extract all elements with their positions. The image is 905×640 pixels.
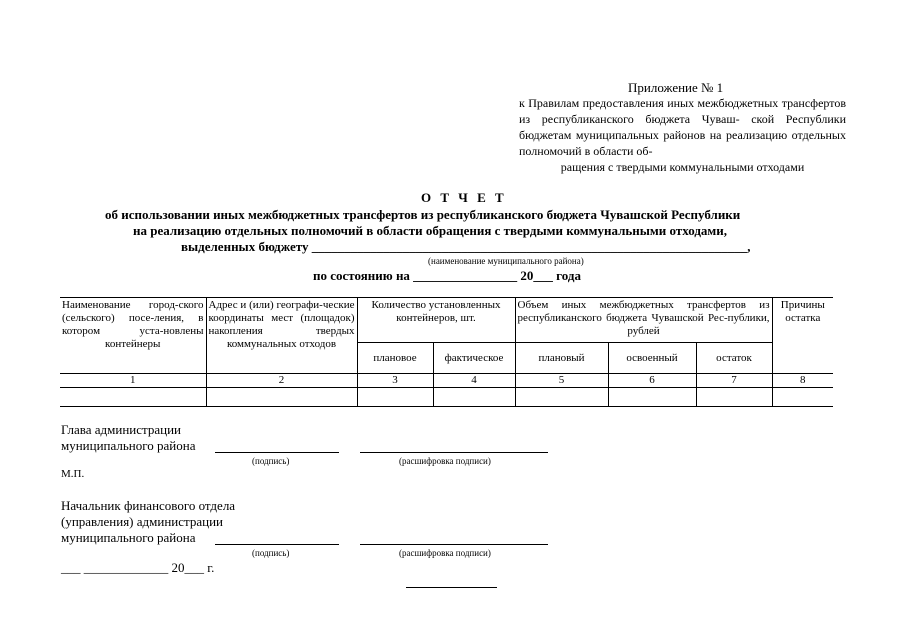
closing-separator [406, 587, 497, 588]
fin-title-line3: муниципального района [61, 530, 196, 545]
header-containers-actual: фактическое [433, 343, 515, 374]
column-number: 6 [608, 374, 696, 388]
appendix-body [519, 95, 846, 175]
appendix-line: к Правилам предоставления иных межбюджетных [519, 96, 779, 110]
header-address: Адрес и (или) географи-ческие координаты мест (площадок) накопления твердых коммунальных отходов [206, 298, 357, 374]
head-title-line1: Глава администрации [61, 422, 182, 437]
appendix-line: ской Республики бюджетам муниципальных районов [519, 112, 846, 142]
table-cell[interactable] [608, 388, 696, 407]
table-cell[interactable] [772, 388, 833, 407]
fin-decode-line[interactable] [360, 544, 548, 545]
column-number: 3 [357, 374, 433, 388]
table-cell[interactable] [515, 388, 608, 407]
table-cell[interactable] [206, 388, 357, 407]
fin-title-line2: (управления) администрации [61, 514, 223, 529]
header-settlement: Наименование город-ского (сельского) посе-ления, в котором уста-новлены контейнеры [60, 298, 206, 374]
appendix-line: на реализацию отдельных полномочий в области об- [519, 128, 846, 158]
fin-signature-caption: (подпись) [252, 548, 290, 558]
report-table [60, 297, 833, 407]
stamp-label: М.П. [61, 468, 85, 480]
municipality-caption: (наименование муниципального района) [428, 256, 584, 266]
appendix-line-last: ращения с твердыми коммунальными отходами [560, 160, 805, 174]
table-cell[interactable] [696, 388, 772, 407]
appendix-line: трансфертов из республиканского бюджета Чуваш- [519, 96, 846, 126]
column-number: 7 [696, 374, 772, 388]
header-transfers-planned: плановый [515, 343, 608, 374]
column-number: 1 [60, 374, 206, 388]
header-transfers-rest: остаток [696, 343, 772, 374]
header-containers: Количество установленных контейнеров, шт. [357, 298, 515, 343]
column-numbers-row [60, 374, 833, 388]
report-subtitle-1: об использовании иных межбюджетных трансфертов из республиканского бюджета Чувашской Республики [105, 207, 741, 222]
table-cell[interactable] [433, 388, 515, 407]
table-cell[interactable] [357, 388, 433, 407]
fin-decode-caption: (расшифровка подписи) [399, 548, 491, 558]
header-transfers-used: освоенный [608, 343, 696, 374]
column-number: 5 [515, 374, 608, 388]
report-subtitle-4: по состоянию на ________________ 20___ года [313, 268, 581, 283]
head-decode-line[interactable] [360, 452, 548, 453]
fin-signature-line[interactable] [215, 544, 339, 545]
table-cell[interactable] [60, 388, 206, 407]
date-line[interactable]: ___ _____________ 20___ г. [61, 560, 215, 575]
fin-title-line1: Начальник финансового отдела [61, 498, 236, 513]
head-signature-caption: (подпись) [252, 456, 290, 466]
column-number: 2 [206, 374, 357, 388]
report-title: О Т Ч Е Т [421, 190, 507, 205]
table-row [60, 388, 833, 407]
report-subtitle-3: выделенных бюджету ___________________________________________________________________, [181, 239, 751, 254]
header-reasons: Причины остатка [772, 298, 833, 374]
report-subtitle-2: на реализацию отдельных полномочий в области обращения с твердыми коммунальными отходами, [133, 223, 727, 238]
column-number: 8 [772, 374, 833, 388]
appendix-title: Приложение № 1 [628, 80, 724, 95]
head-title-line2: муниципального района [61, 438, 196, 453]
head-decode-caption: (расшифровка подписи) [399, 456, 491, 466]
column-number: 4 [433, 374, 515, 388]
header-containers-planned: плановое [357, 343, 433, 374]
head-signature-line[interactable] [215, 452, 339, 453]
header-transfers: Объем иных межбюджетных трансфертов из республиканского бюджета Чувашской Рес-публики, рублей [515, 298, 772, 343]
